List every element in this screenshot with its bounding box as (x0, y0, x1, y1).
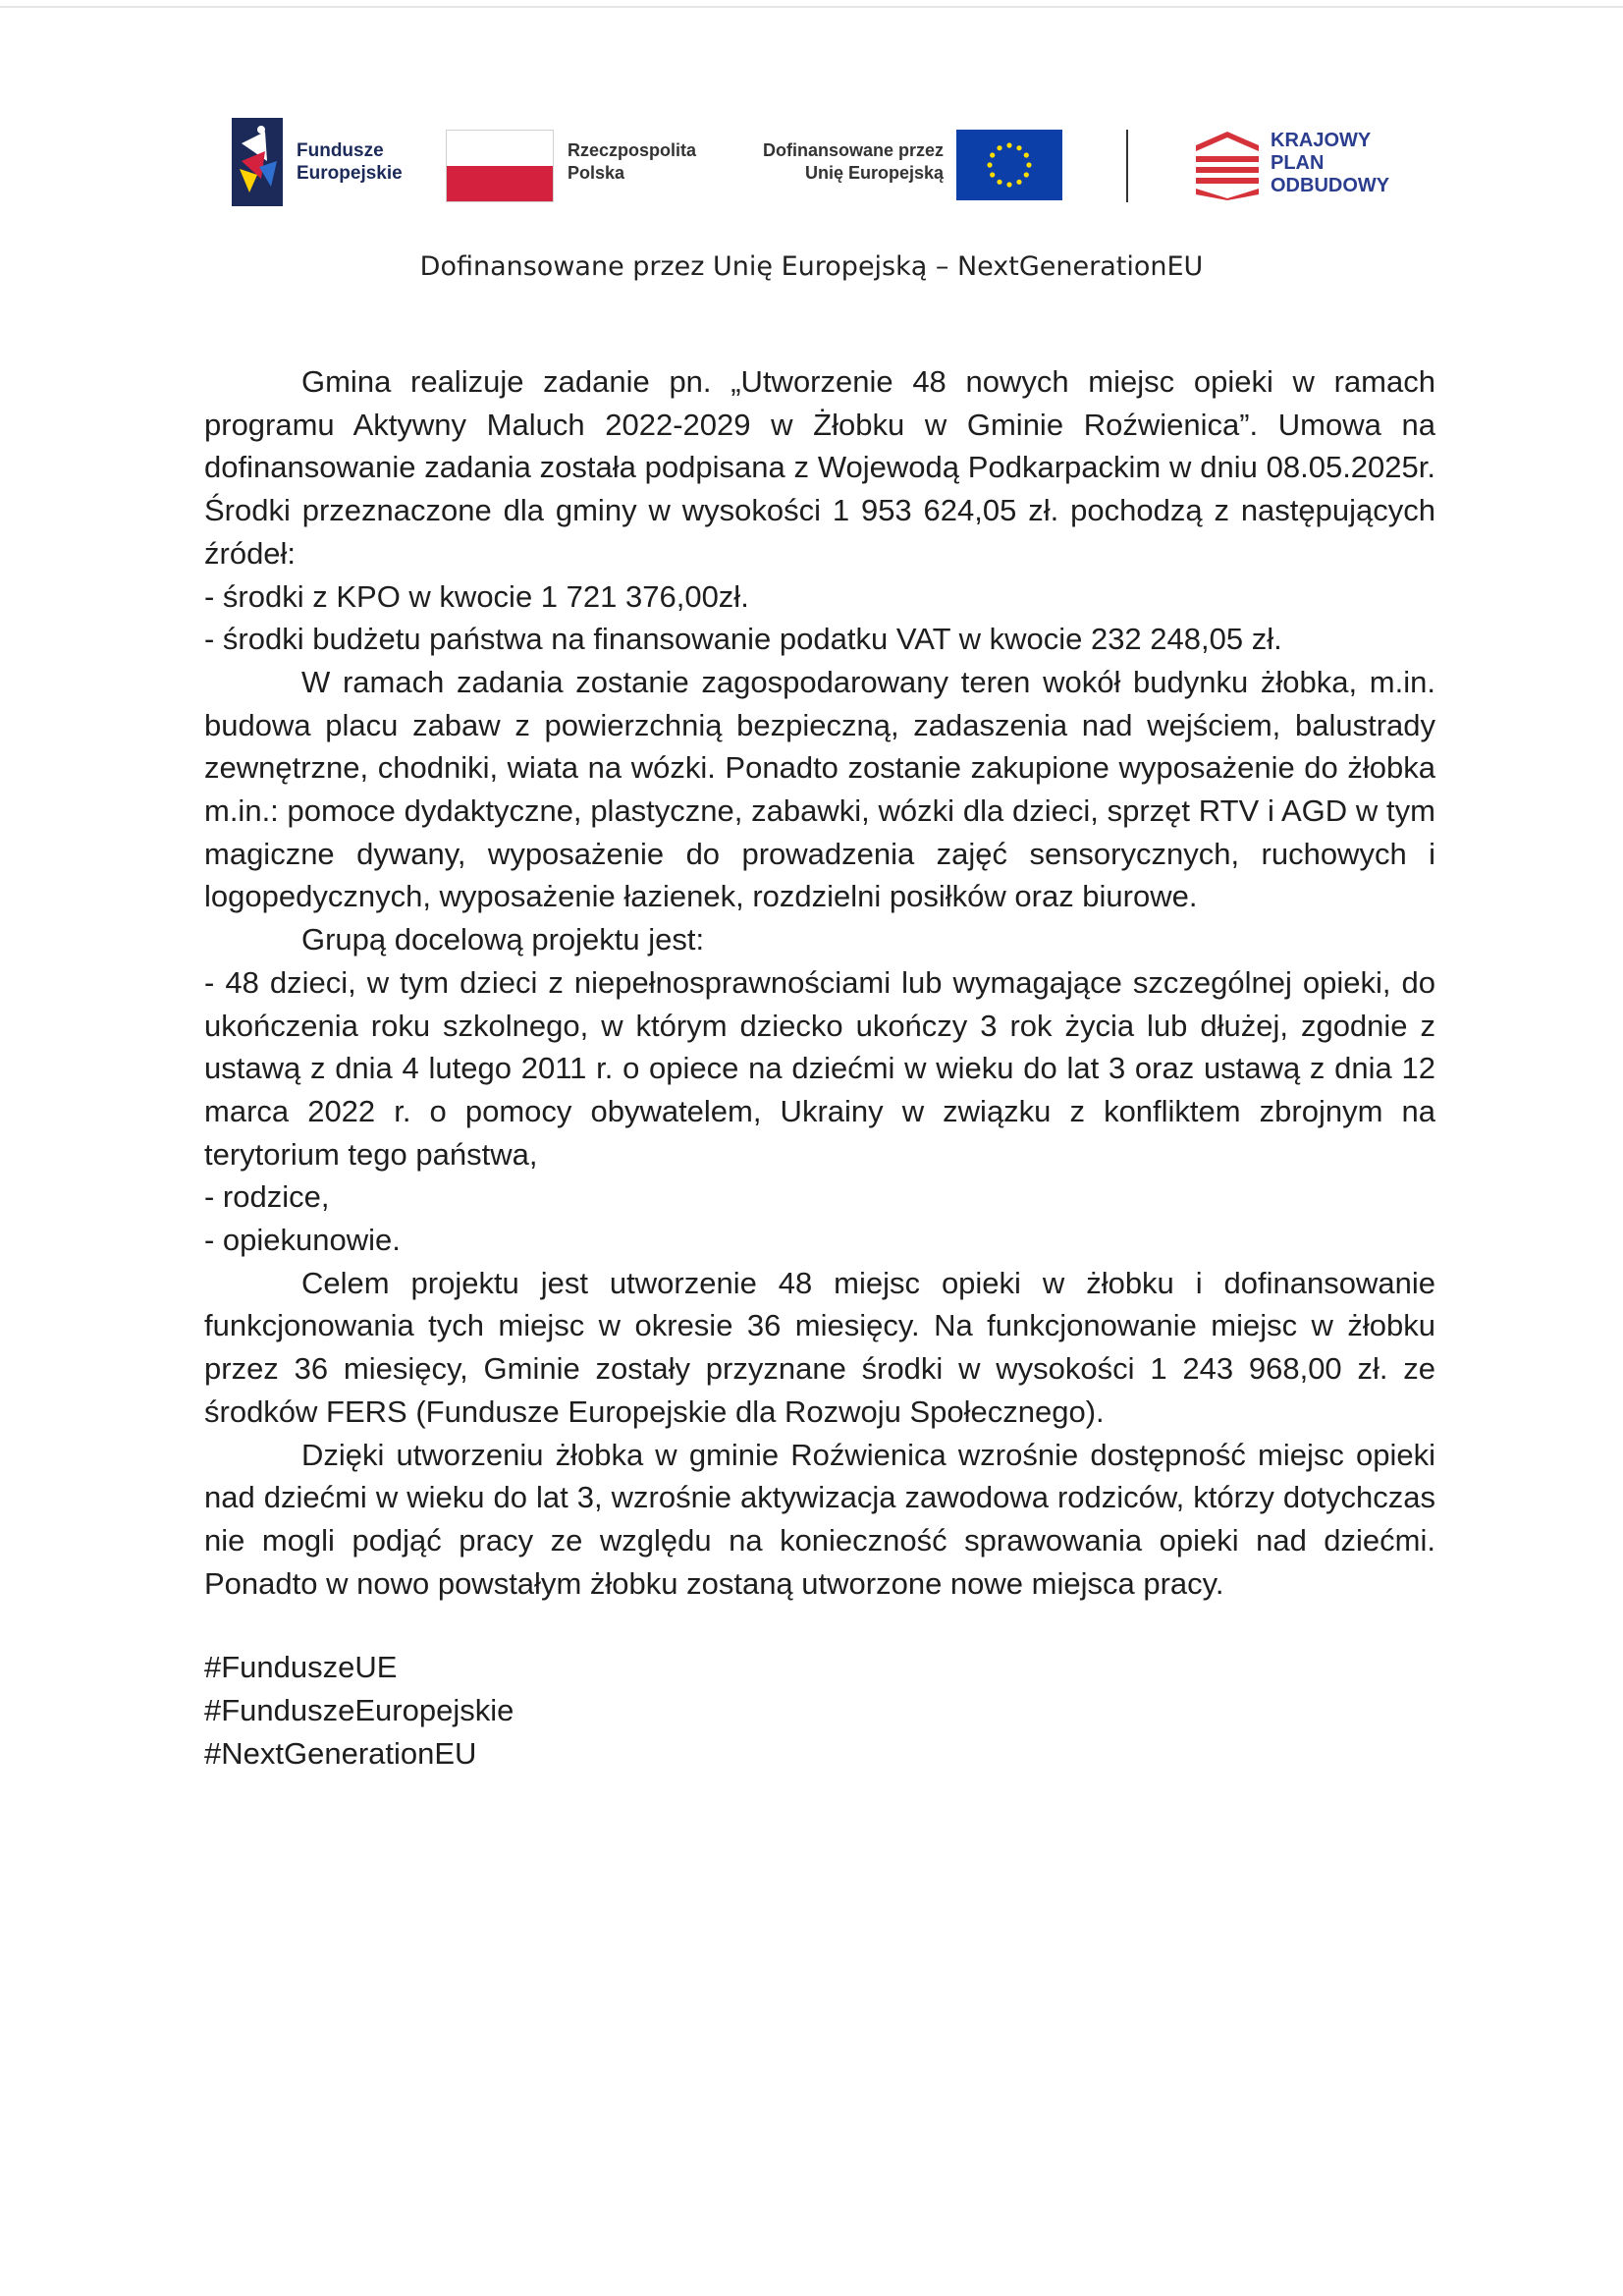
logo-bar (232, 116, 1430, 214)
paragraph-benefits: Dzięki utworzeniu żłobka w gminie Roźwienica wzrośnie dostępność miejsc opieki nad dziećmi w wieku do lat 3, wzrośnie aktywizacja zawodowa rodziców, którzy dotychczas nie mogli podjąć pracy ze względu na konieczność sprawowania opieki nad dziećmi. Ponadto w nowo powstałym żłobku zostaną utworzone nowe miejsca pracy. (204, 1437, 1435, 1601)
hashtag: #FunduszeEuropejskie (204, 1693, 514, 1728)
kpo-line-3: ODBUDOWY (1271, 175, 1390, 196)
document-body (204, 360, 1435, 1776)
unia-europejska-text (747, 139, 944, 185)
paragraph-intro: Gmina realizuje zadanie pn. „Utworzenie 48 nowych miejsc opieki w ramach programu Aktywny Maluch 2022-2029 w Żłobku w Gminie Roźwienica”. Umowa na dofinansowanie zadania została podpisana z Wojewodą Podkarpackim w dniu 08.05.2025r. Środki przeznaczone dla gminy w wysokości 1 953 624,05 zł. pochodzą z następujących źródeł: (204, 364, 1435, 571)
paragraph-target-group: Grupą docelową projektu jest: (301, 922, 705, 957)
logo-rzeczpospolita-polska (446, 116, 770, 214)
kpo-text (1271, 130, 1389, 197)
logo-divider (1126, 130, 1128, 202)
hashtag: #FunduszeUE (204, 1650, 398, 1685)
eu-flag-icon (956, 130, 1062, 200)
rzeczpospolita-text (568, 139, 696, 185)
fundusze-europejskie-icon (232, 118, 283, 206)
paragraph-scope: W ramach zadania zostanie zagospodarowany teren wokół budynku żłobka, m.in. budowa placu zabaw z powierzchnią bezpieczną, zadaszenia nad wejściem, balustrady zewnętrzne, chodniki, wiata na wózki. Ponadto zostanie zakupione wyposażenie do żłobka m.in.: pomoce dydaktyczne, plastyczne, zabawki, wózki dla dzieci, sprzęt RTV i AGD w tym magiczne dywany, wyposażenie do prowadzenia zajęć sensorycznych, ruchowych i logopedycznych, wyposażenie łazienek, rozdzielni posiłków oraz biurowe. (204, 664, 1435, 914)
target-item-parents: - rodzice, (204, 1179, 330, 1215)
eu-line-2: Unię Europejską (804, 163, 944, 183)
scan-edge-line (0, 6, 1623, 8)
funding-statement: Dofinansowane przez Unię Europejską – NextGenerationEU (419, 251, 1204, 282)
funding-item-vat: - środki budżetu państwa na finansowanie podatku VAT w kwocie 232 248,05 zł. (204, 622, 1282, 657)
target-item-guardians: - opiekunowie. (204, 1223, 401, 1258)
paragraph-goal: Celem projektu jest utworzenie 48 miejsc opieki w żłobku i dofinansowanie funkcjonowania tych miejsc w okresie 36 miesięcy. Na funkcjonowanie miejsc w żłobku przez 36 miesięcy, Gminie zostały przyznane środki w wysokości 1 243 968,00 zł. ze środków FERS (Fundusze Europejskie dla Rozwoju Społecznego). (204, 1265, 1435, 1429)
funding-item-kpo: - środki z KPO w kwocie 1 721 376,00zł. (204, 578, 749, 614)
kpo-icon (1196, 130, 1259, 200)
logo-fundusze-europejskie (232, 116, 438, 214)
fundusze-europejskie-text (297, 139, 403, 185)
kpo-line-1: KRAJOWY (1271, 130, 1372, 151)
rp-line-1: Rzeczpospolita (568, 140, 697, 160)
eu-line-1: Dofinansowane przez (762, 140, 944, 160)
polish-flag-icon (446, 130, 554, 202)
hashtags (204, 1646, 1435, 1775)
logo-krajowy-plan-odbudowy (1196, 116, 1432, 214)
rp-line-2: Polska (568, 163, 625, 183)
target-item-children: - 48 dzieci, w tym dzieci z niepełnosprawnościami lub wymagające szczególnej opieki, do ukończenia roku szkolnego, w którym dziecko ukończy 3 rok życia lub dłużej, zgodnie z ustawą z dnia 4 lutego 2011 r. o opiece na dziećmi w wieku do lat 3 oraz ustawą z dnia 12 marca 2022 r. o pomocy obywatelem, Ukrainy w związku z konfliktem zbrojnym na terytorium tego państwa, (204, 964, 1435, 1172)
kpo-line-2: PLAN (1271, 152, 1325, 174)
fe-line-1: Fundusze (297, 140, 384, 161)
hashtag: #NextGenerationEU (204, 1735, 477, 1771)
fe-line-2: Europejskie (297, 163, 403, 184)
